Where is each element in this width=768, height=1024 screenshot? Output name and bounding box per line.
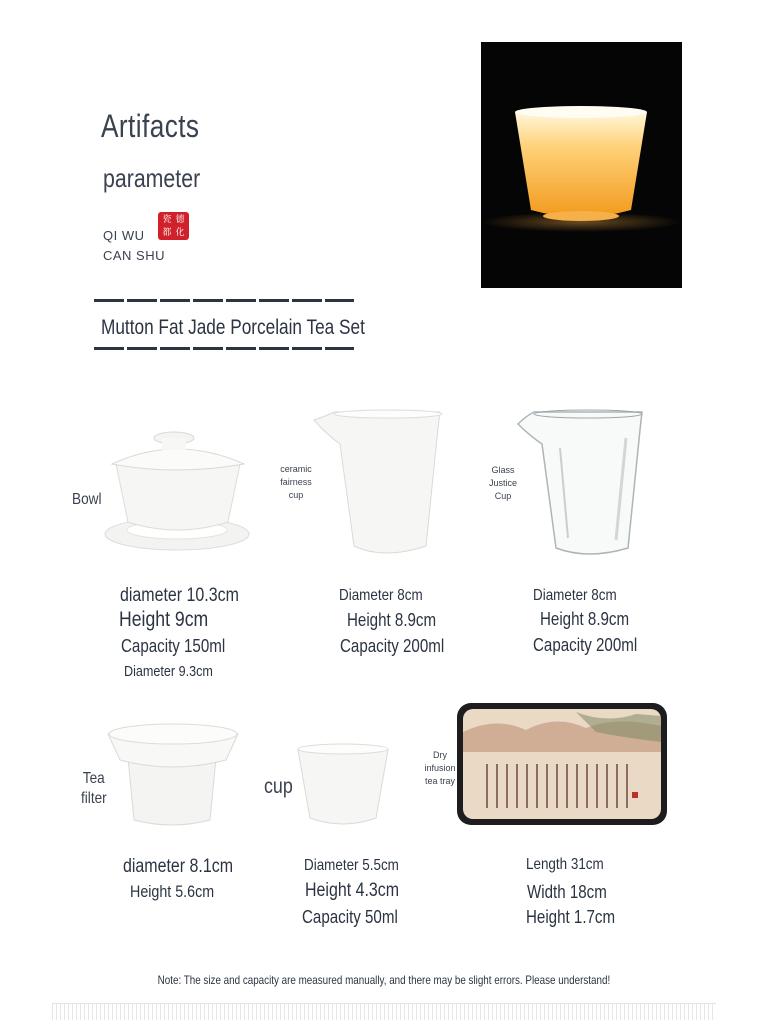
ceramic-spec-3: Capacity 200ml — [340, 636, 445, 656]
tray-spec-2: Width 18cm — [527, 882, 607, 902]
cup-spec-3: Capacity 50ml — [302, 907, 398, 927]
ceramic-spec-2: Height 8.9cm — [347, 610, 437, 630]
pinyin-line-2: CAN SHU — [103, 248, 166, 263]
pinyin-line-1: QI WU — [103, 228, 145, 243]
label-line: tea tray — [424, 776, 455, 786]
label-line: Tea — [82, 770, 105, 787]
tea-filter-label — [81, 769, 107, 809]
glass-spec-2: Height 8.9cm — [540, 609, 630, 629]
glowing-cup-illustration — [481, 42, 682, 288]
measurement-note — [0, 973, 768, 987]
label-line: cup — [288, 490, 304, 500]
label-line: Justice — [488, 478, 517, 488]
cup-spec-1: Diameter 5.5cm — [304, 857, 399, 874]
red-seal-stamp — [158, 212, 189, 240]
seal-char: 德 — [175, 214, 185, 224]
cup-label: cup — [264, 775, 293, 798]
label-line: infusion — [424, 763, 456, 773]
filter-spec-1: diameter 8.1cm — [123, 856, 234, 877]
dashed-divider-bottom — [94, 347, 354, 350]
page-subtitle: parameter — [103, 163, 201, 193]
label-line: Glass — [491, 465, 515, 475]
page-title: Artifacts — [101, 108, 200, 144]
tray-spec-1: Length 31cm — [526, 856, 604, 873]
label-line: Dry — [433, 750, 447, 760]
tea-cup-illustration — [296, 742, 390, 828]
bowl-spec-1: diameter 10.3cm — [120, 585, 239, 606]
gaiwan-bowl-illustration — [104, 430, 254, 556]
seal-char: 都 — [162, 227, 172, 237]
tea-tray-illustration — [456, 702, 668, 826]
seal-char: 瓷 — [162, 214, 172, 224]
ruler-decoration — [52, 1003, 716, 1020]
bowl-label: Bowl — [72, 491, 102, 508]
tea-tray-label — [422, 749, 458, 788]
bowl-spec-4: Diameter 9.3cm — [124, 663, 213, 680]
seal-char: 化 — [175, 227, 185, 237]
glass-pitcher-label — [486, 464, 520, 503]
dashed-divider-top — [94, 299, 354, 302]
tea-filter-illustration — [106, 720, 240, 830]
glass-pitcher-illustration — [516, 408, 648, 558]
glass-spec-1: Diameter 8cm — [533, 587, 617, 604]
product-name: Mutton Fat Jade Porcelain Tea Set — [101, 316, 365, 339]
bowl-spec-3: Capacity 150ml — [121, 636, 226, 656]
glass-spec-3: Capacity 200ml — [533, 635, 638, 655]
filter-spec-2: Height 5.6cm — [130, 882, 215, 901]
hero-cup-photo — [481, 42, 682, 288]
ceramic-pitcher-label — [276, 463, 316, 502]
label-line: filter — [81, 790, 107, 807]
cup-spec-2: Height 4.3cm — [305, 880, 400, 901]
label-line: fairness — [280, 477, 312, 487]
bowl-spec-2: Height 9cm — [119, 608, 209, 631]
label-line: ceramic — [280, 464, 312, 474]
ceramic-spec-1: Diameter 8cm — [339, 587, 423, 604]
ceramic-pitcher-illustration — [312, 408, 446, 558]
tray-spec-3: Height 1.7cm — [526, 907, 616, 927]
label-line: Cup — [494, 491, 512, 501]
note-text: Note: The size and capacity are measured manually, and there may be slight errors. Please understand! — [157, 973, 611, 987]
